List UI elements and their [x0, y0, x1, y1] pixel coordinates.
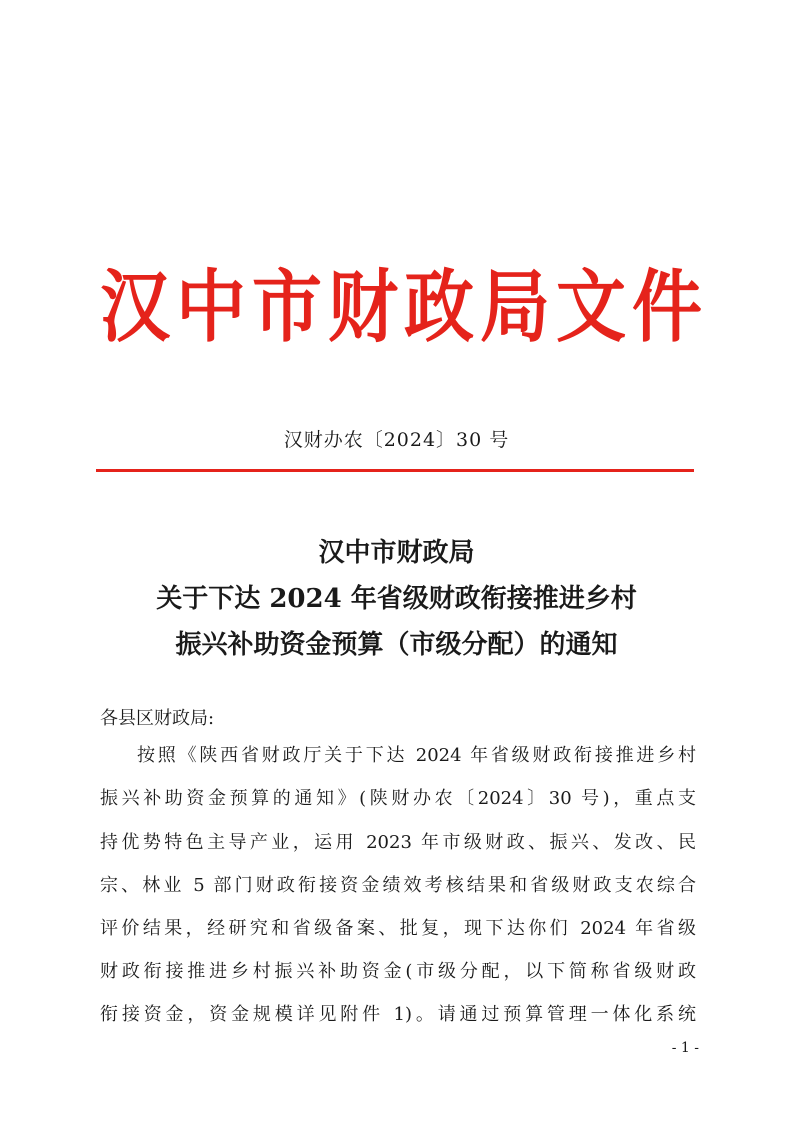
- body-text-line: 振兴补助资金预算的通知》(陕财办农〔2024〕30 号)，重点支: [100, 788, 696, 809]
- body-text-line: 持优势特色主导产业，运用 2023 年市级财政、振兴、发改、民: [100, 832, 696, 853]
- body-text-line: 评价结果，经研究和省级备案、批复，现下达你们 2024 年省级: [100, 918, 696, 939]
- document-heading-line-3: 振兴补助资金预算（市级分配）的通知: [175, 630, 618, 660]
- salutation: 各县区财政局:: [100, 708, 215, 729]
- body-text-line: 按照《陕西省财政厅关于下达 2024 年省级财政衔接推进乡村: [137, 745, 696, 766]
- body-text-line: 衔接资金，资金规模详见附件 1)。请通过预算管理一体化系统: [100, 1004, 696, 1025]
- page-number: - 1 -: [671, 1040, 699, 1056]
- document-number: 汉财办农〔2024〕30 号: [283, 429, 510, 451]
- document-heading-line-1: 汉中市财政局: [318, 538, 475, 568]
- issuing-org-title: 汉中市财政局文件: [100, 260, 708, 354]
- document-heading-line-2: 关于下达 2024 年省级财政衔接推进乡村: [156, 584, 637, 614]
- body-text-line: 财政衔接推进乡村振兴补助资金(市级分配，以下简称省级财政: [100, 961, 696, 982]
- red-divider-line: [96, 469, 694, 472]
- body-text-line: 宗、林业 5 部门财政衔接资金绩效考核结果和省级财政支农综合: [100, 875, 696, 896]
